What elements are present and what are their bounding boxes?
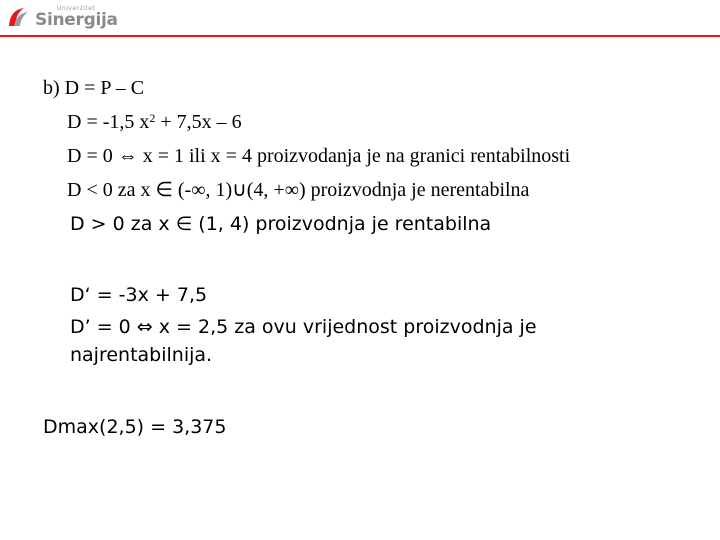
max-profit-line: Dmax(2,5) = 3,375 — [43, 416, 227, 438]
heading-line: b) D = P – C — [43, 77, 145, 99]
logo-main-text: Sinergija — [35, 9, 118, 30]
zero-profit-line: D = 0 ⇔ x = 1 ili x = 4 proizvodanja je na granici rentabilnosti — [67, 145, 571, 167]
derivative-zero-line-continued: najrentabilnija. — [70, 344, 213, 366]
derivative-line: D‘ = -3x + 7,5 — [70, 284, 208, 306]
positive-profit-line: D > 0 za x ∈ (1, 4) proizvodnja je rentabilna — [70, 213, 492, 235]
derivative-zero-line: D’ = 0 ⇔ x = 2,5 za ovu vrijednost proizvodnja je — [70, 316, 537, 338]
profit-function-line — [67, 110, 242, 134]
profit-function-rest: + 7,5x – 6 — [155, 111, 242, 133]
exponent: 2 — [149, 111, 156, 125]
negative-profit-line: D < 0 za x ∈ (-∞, 1)∪(4, +∞) proizvodnja je nerentabilna — [67, 179, 530, 201]
logo-top-text: Univerzitet — [57, 4, 96, 12]
profit-function-text: D = -1,5 x — [67, 111, 150, 133]
